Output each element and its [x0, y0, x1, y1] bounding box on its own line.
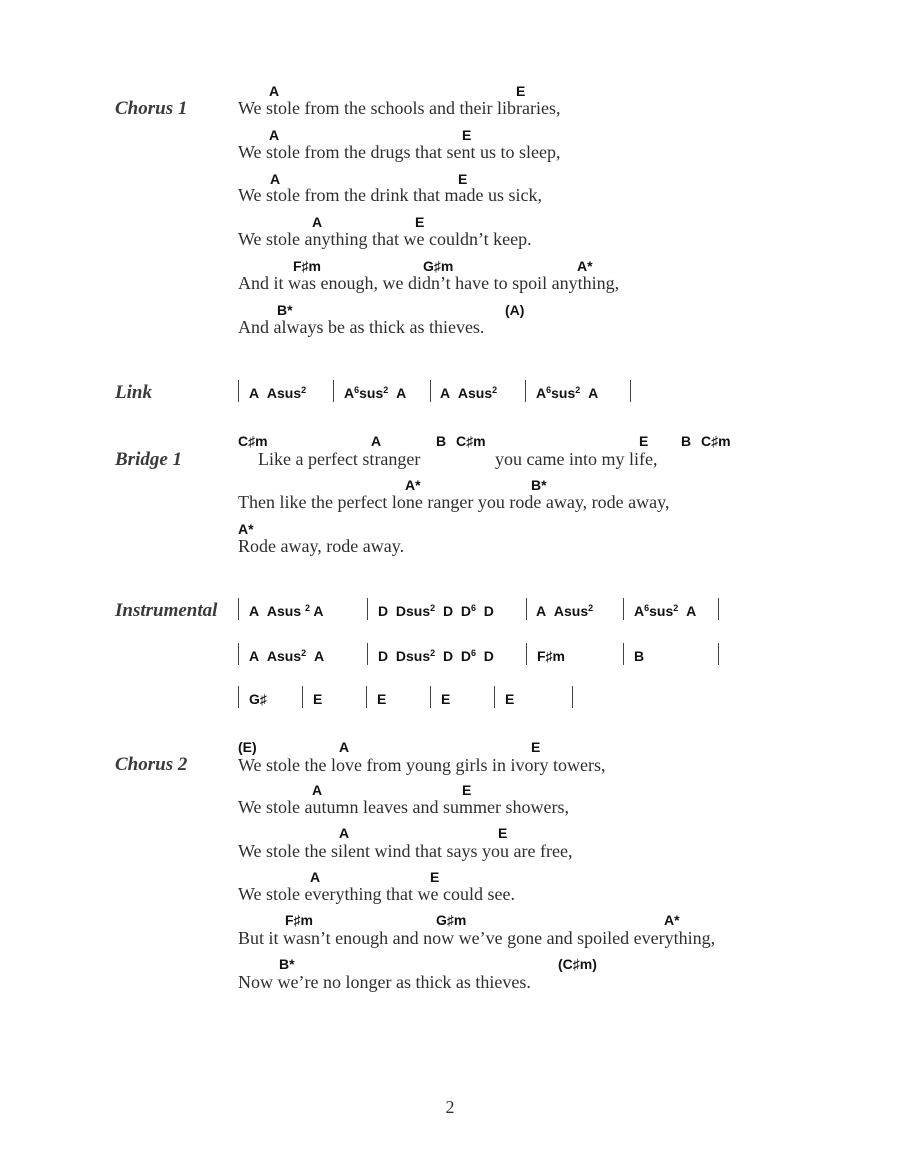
chord: A: [588, 385, 599, 401]
barline: [238, 686, 239, 708]
barline: [623, 598, 624, 620]
barline: [718, 643, 719, 665]
chord: D: [378, 603, 389, 619]
chord: A: [339, 739, 350, 755]
chord: D: [483, 648, 494, 664]
chord: F♯m: [537, 648, 565, 664]
section-label-instrumental: Instrumental: [115, 600, 218, 621]
barline: [526, 598, 527, 620]
barline: [238, 598, 239, 620]
chord: A*: [238, 521, 254, 537]
chord: A: [313, 603, 324, 619]
measure: [377, 691, 386, 707]
lyric-line: Then like the perfect lone ranger you rode away, rode away,: [238, 492, 670, 512]
page-number: 2: [445, 1097, 455, 1117]
chord: A: [249, 385, 260, 401]
chord-superscript: 2: [383, 385, 389, 395]
lyric-line: Now we’re no longer as thick as thieves.: [238, 972, 531, 992]
barline: [494, 686, 495, 708]
lyric-line: you came into my life,: [495, 449, 658, 469]
barline: [367, 643, 368, 665]
chord: E: [313, 691, 323, 707]
chord: (C♯m): [558, 956, 597, 972]
lyric-line: Like a perfect stranger: [258, 449, 421, 469]
measure: [313, 691, 322, 707]
barline: [302, 686, 303, 708]
lyric-line: We stole the silent wind that says you are free,: [238, 841, 573, 861]
chord: A: [269, 83, 280, 99]
chord: B*: [279, 956, 295, 972]
barline: [718, 598, 719, 620]
chord: A: [249, 603, 260, 619]
chord: A: [269, 127, 280, 143]
lyric-line: But it wasn’t enough and now we’ve gone and spoiled everything,: [238, 928, 716, 948]
lyric-line: We stole from the drink that made us sick,: [238, 185, 542, 205]
measure: [536, 603, 593, 619]
measure: [441, 691, 450, 707]
measure: [634, 648, 644, 664]
measure: [378, 603, 494, 619]
chord: A*: [577, 258, 593, 274]
chord-superscript: 6: [546, 385, 552, 395]
lyric-line: We stole from the drugs that sent us to sleep,: [238, 142, 561, 162]
chord: B: [681, 433, 692, 449]
chord: E: [377, 691, 387, 707]
measure: [249, 603, 324, 619]
measure: [536, 385, 598, 401]
chord: A: [536, 603, 547, 619]
chord: A: [536, 385, 547, 401]
chord: A*: [664, 912, 680, 928]
barline: [430, 380, 431, 402]
chord-superscript: 6: [470, 648, 476, 658]
section-label-link: Link: [115, 382, 152, 403]
chord: D: [442, 603, 454, 619]
chord: B*: [277, 302, 293, 318]
chord-superscript: 6: [354, 385, 360, 395]
chord: G♯m: [423, 258, 454, 274]
lyric-line: We stole from the schools and their libraries,: [238, 98, 561, 118]
chord: A: [310, 869, 321, 885]
section-label-bridge-1: Bridge 1: [115, 449, 183, 470]
barline: [238, 380, 239, 402]
chord: (A): [505, 302, 525, 318]
measure: [344, 385, 406, 401]
chord: A: [634, 603, 645, 619]
measure: [378, 648, 494, 664]
chord: F♯m: [293, 258, 321, 274]
chord: Asus: [266, 603, 302, 619]
chord: D: [483, 603, 494, 619]
measure: [249, 385, 306, 401]
chord: B: [436, 433, 447, 449]
chord-superscript: 2: [430, 648, 436, 658]
barline: [238, 643, 239, 665]
chord: A: [371, 433, 382, 449]
chord: A: [312, 214, 323, 230]
chord-superscript: 2: [588, 603, 594, 613]
chord: B: [634, 648, 645, 664]
measure: [249, 691, 267, 707]
measure: [537, 648, 565, 664]
chord: D: [460, 603, 471, 619]
lyric-line: We stole everything that we could see.: [238, 884, 515, 904]
measure: [440, 385, 497, 401]
chord: A: [249, 648, 260, 664]
lyric-line: And always be as thick as thieves.: [238, 317, 485, 337]
chord: E: [498, 825, 508, 841]
chord: D: [442, 648, 454, 664]
chord: A: [270, 171, 281, 187]
barline: [526, 643, 527, 665]
chord: E: [415, 214, 425, 230]
barline: [366, 686, 367, 708]
chord: A: [313, 648, 325, 664]
chord: G♯: [249, 691, 267, 707]
chord: D: [378, 648, 389, 664]
chord-superscript: 6: [470, 603, 476, 613]
chord: A: [396, 385, 407, 401]
chord-superscript: 2: [305, 603, 311, 613]
chord: A: [440, 385, 451, 401]
chord: C♯m: [701, 433, 731, 449]
chord: E: [441, 691, 451, 707]
chord: F♯m: [285, 912, 313, 928]
chord: A: [344, 385, 355, 401]
barline: [630, 380, 631, 402]
chord: E: [505, 691, 515, 707]
chord: Asus: [457, 385, 493, 401]
chord: E: [462, 782, 472, 798]
chord: sus: [649, 603, 674, 619]
chord: A: [686, 603, 697, 619]
chord: sus: [551, 385, 576, 401]
chord: E: [462, 127, 472, 143]
chord-superscript: 2: [673, 603, 679, 613]
chord-superscript: 6: [644, 603, 650, 613]
chord: Asus: [553, 603, 589, 619]
chord: Dsus: [395, 603, 431, 619]
chord-superscript: 2: [301, 385, 307, 395]
chord: Asus: [266, 385, 302, 401]
chord: D: [460, 648, 471, 664]
measure: [249, 648, 324, 664]
barline: [333, 380, 334, 402]
chord: A: [312, 782, 323, 798]
chord-superscript: 2: [430, 603, 436, 613]
chord: C♯m: [238, 433, 268, 449]
lyric-line: And it was enough, we didn’t have to spoil anything,: [238, 273, 620, 293]
measure: [634, 603, 696, 619]
chord: E: [531, 739, 541, 755]
chord: C♯m: [456, 433, 486, 449]
chord: A: [339, 825, 350, 841]
chord-superscript: 2: [492, 385, 498, 395]
chord-superscript: 2: [575, 385, 581, 395]
section-label-chorus-1: Chorus 1: [115, 98, 188, 119]
measure: [505, 691, 514, 707]
barline: [430, 686, 431, 708]
chord: A*: [405, 477, 421, 493]
lyric-line: We stole anything that we couldn’t keep.: [238, 229, 532, 249]
chord: E: [639, 433, 649, 449]
chord: Asus: [266, 648, 302, 664]
barline: [367, 598, 368, 620]
lyric-line: We stole the love from young girls in ivory towers,: [238, 755, 606, 775]
chord: E: [458, 171, 468, 187]
lyric-line: Rode away, rode away.: [238, 536, 405, 556]
lyric-line: We stole autumn leaves and summer showers,: [238, 797, 569, 817]
chord: Dsus: [395, 648, 431, 664]
barline: [623, 643, 624, 665]
section-label-chorus-2: Chorus 2: [115, 754, 188, 775]
chord: sus: [359, 385, 384, 401]
chord-superscript: 2: [301, 648, 307, 658]
barline: [525, 380, 526, 402]
chord: E: [430, 869, 440, 885]
chord: E: [516, 83, 526, 99]
barline: [572, 686, 573, 708]
chord: (E): [238, 739, 257, 755]
chord: B*: [531, 477, 547, 493]
chord: G♯m: [436, 912, 467, 928]
